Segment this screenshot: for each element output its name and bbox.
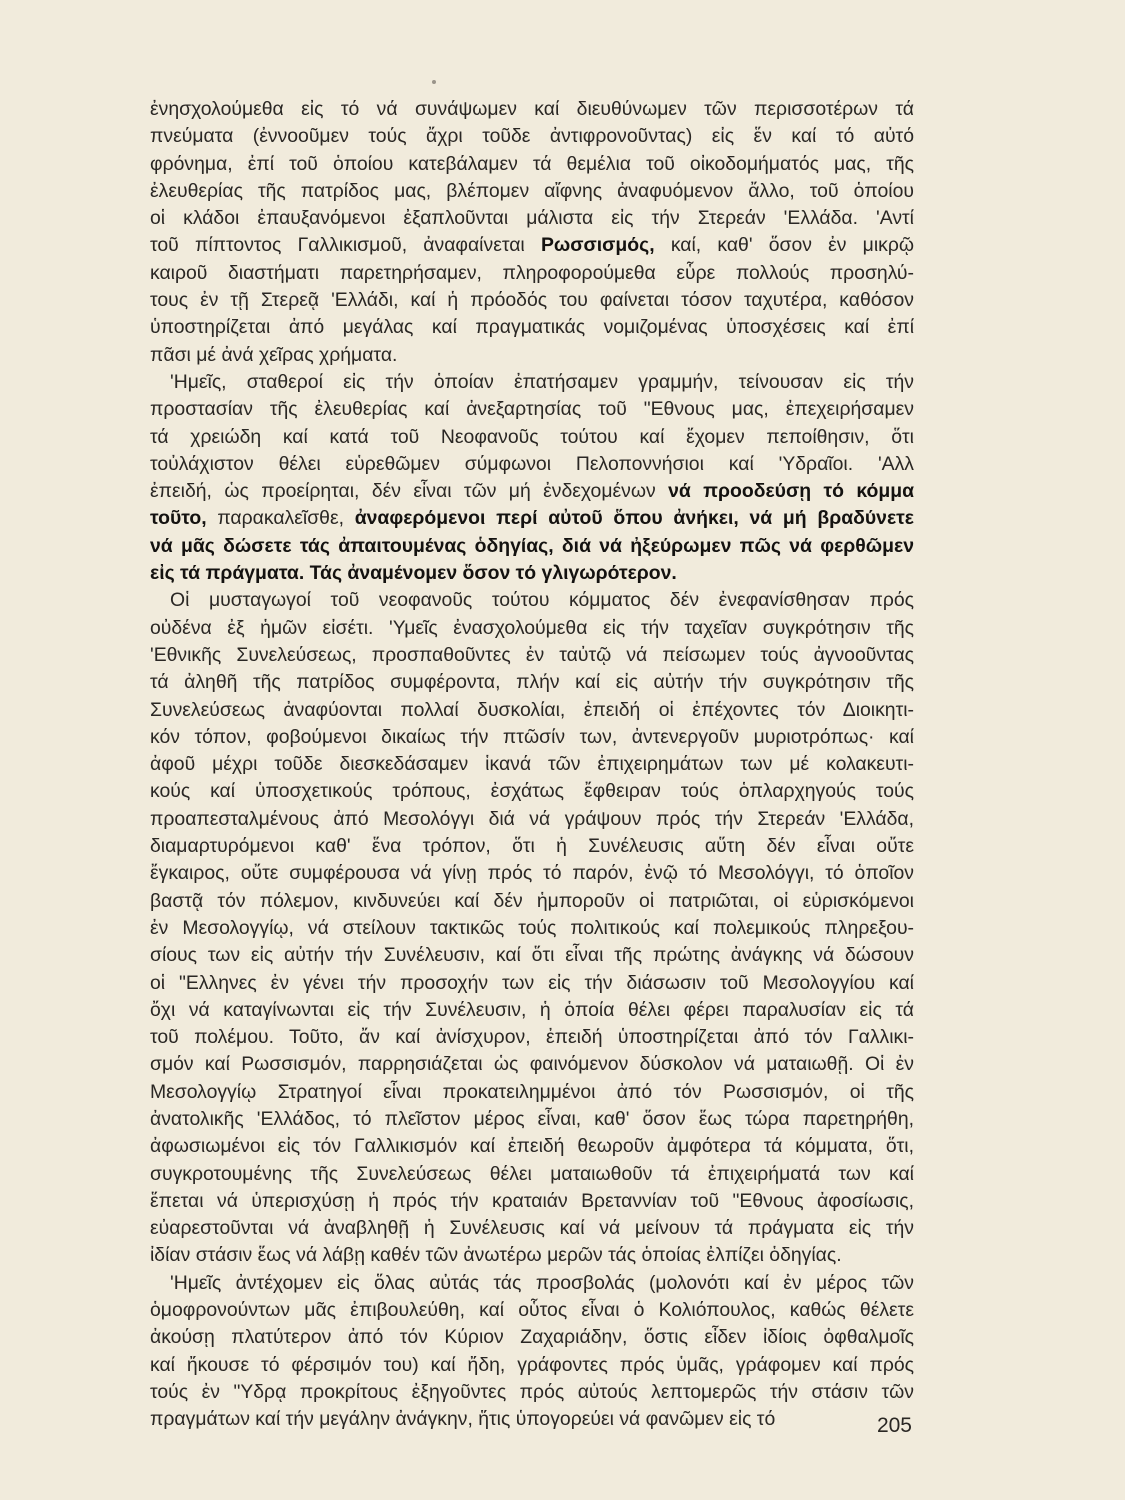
text: 'Ημεῖς ἀντέχομεν εἰς ὅλας αὐτάς τάς προσβολάς (μολονότι καί ἐν μέρος τῶν [170, 1271, 914, 1294]
paragraph [150, 587, 914, 1269]
text-line [150, 751, 914, 778]
text: 'Ημεῖς, σταθεροί εἰς τήν ὁποίαν ἐπατήσαμεν γραμμήν, τείνουσαν εἰς τήν [170, 370, 914, 393]
text-line [150, 724, 914, 751]
paragraph [150, 1270, 914, 1434]
text: εὐαρεστοῦνται νά ἀναβληθῇ ἡ Συνέλευσις καί νά μείνουν τά πράγματα εἰς τήν [150, 1217, 914, 1240]
text: ἐπειδή, ὡς προείρηται, δέν εἶναι τῶν μή ἐνδεχομένων [150, 480, 669, 503]
text-line [150, 505, 914, 532]
text: ἀνατολικῆς 'Ελλάδος, τό πλεῖστον μέρος εἶναι, καθ' ὅσον ἕως τώρα παρετηρήθη, [150, 1107, 914, 1130]
text: τοῦ πίπτοντος Γαλλικισμοῦ, ἀναφαίνεται [150, 234, 541, 257]
bold-text: τοῦτο, [150, 507, 207, 530]
text: κούς καί ὑποσχετικούς τρόπους, ἐσχάτως ἔφθειραν τούς ὁπλαρχηγούς τούς [150, 780, 914, 803]
text-line [150, 1270, 914, 1297]
text: ἀφωσιωμένοι εἰς τόν Γαλλικισμόν καί ἐπειδή θεωροῦν ἀμφότερα τά κόμματα, ὅτι, [150, 1135, 914, 1158]
text-line [150, 1379, 914, 1406]
text-line [150, 451, 914, 478]
text: ἕπεται νά ὑπερισχύσῃ ἡ πρός τήν κραταιάν Βρεταννίαν τοῦ "Εθνους ἀφοσίωσις, [150, 1189, 914, 1212]
ink-speck [432, 80, 436, 84]
text: Συνελεύσεως ἀναφύονται πολλαί δυσκολίαι, ἐπειδή οἱ ἐπέχοντες τόν Διοικητι- [150, 698, 914, 721]
text-line [150, 1133, 914, 1160]
text: κόν τόπον, φοβούμενοι δικαίως τήν πτῶσίν των, ἀντενεργοῦν μυριοτρόπως· καί [150, 725, 914, 748]
bold-text: ἀναφερόμενοι περί αὐτοῦ ὅπου ἀνήκει, νά μή βραδύνετε [354, 507, 915, 530]
paragraph [150, 369, 914, 587]
text: οὐδένα ἐξ ἡμῶν εἰσέτι. 'Υμεῖς ἐνασχολούμεθα εἰς τήν ταχεῖαν συγκρότησιν τῆς [150, 616, 914, 639]
text-line [150, 860, 914, 887]
text: τά ἀληθῆ τῆς πατρίδος συμφέροντα, πλήν καί εἰς αὐτήν τήν συγκρότησιν τῆς [150, 671, 914, 694]
text-line [150, 1297, 914, 1324]
text-line [150, 205, 914, 232]
text-line [150, 478, 914, 505]
text-line [150, 669, 914, 696]
bold-text: Ρωσσισμός, [540, 234, 655, 257]
text: συγκροτουμένης τῆς Συνελεύσεως θέλει ματαιωθοῦν τά ἐπιχειρήματά των καί [150, 1162, 914, 1185]
text: 'Εθνικῆς Συνελεύσεως, προσπαθοῦντες ἐν ταὐτῷ νά πείσωμεν τούς ἀγνοοῦντας [150, 643, 914, 666]
text: ὑποστηρίζεται ἀπό μεγάλας καί πραγματικάς νομιζομένας ὑποσχέσεις καί ἐπί [150, 316, 914, 339]
text-line [150, 997, 914, 1024]
text-line [150, 1352, 914, 1379]
text: καιροῦ διαστήματι παρετηρήσαμεν, πληροφορούμεθα εὗρε πολλούς προσηλύ- [150, 261, 914, 284]
text-line [150, 1106, 914, 1133]
text: ὁμοφρονούντων μᾶς ἐπιβουλεύθη, καί οὗτος εἶναι ὁ Κολιόπουλος, καθώς θέλετε [150, 1299, 914, 1322]
text: καί ἤκουσε τό φέρσιμόν του) καί ἤδη, γράφοντες πρός ὑμᾶς, γράφομεν καί πρός [150, 1353, 914, 1376]
text-line [150, 1324, 914, 1351]
text: ἰδίαν στάσιν ἕως νά λάβῃ καθέν τῶν ἀνωτέρω μερῶν τάς ὁποίας ἐλπίζει ὁδηγίας. [150, 1244, 842, 1267]
text: προαπεσταλμένους ἀπό Μεσολόγγι διά νά γράψουν πρός τήν Στερεάν 'Ελλάδα, [150, 807, 914, 830]
text: τους ἐν τῇ Στερεᾷ 'Ελλάδι, καί ἡ πρόοδός του φαίνεται τόσον ταχυτέρα, καθόσον [150, 289, 914, 312]
text-line [150, 287, 914, 314]
text-line [150, 642, 914, 669]
text-line [150, 342, 914, 369]
text: ἐνησχολούμεθα εἰς τό νά συνάψωμεν καί διευθύνωμεν τῶν περισσοτέρων τά [150, 98, 914, 120]
text-line [150, 260, 914, 287]
text-line [150, 888, 914, 915]
page-number: 205 [876, 1414, 912, 1437]
bold-text: εἰς τά πράγματα. Τάς ἀναμένομεν ὅσον τό γλιγωρότερον. [150, 562, 677, 585]
text: πνεύματα (ἐννοοῦμεν τούς ἄχρι τοῦδε ἀντιφρονοῦντας) εἰς ἕν καί τό αὐτό [150, 125, 914, 148]
text-line [150, 396, 914, 423]
text: Μεσολογγίῳ Στρατηγοί εἶναι προκατειλημμένοι ἀπό τόν Ρωσσισμόν, οἱ τῆς [150, 1080, 914, 1103]
text-line [150, 806, 914, 833]
text-line [150, 1406, 914, 1433]
text-line [150, 369, 914, 396]
text: ἀφοῦ μέχρι τοῦδε διεσκεδάσαμεν ἱκανά τῶν ἐπιχειρημάτων των μέ κολακευτι- [150, 753, 914, 776]
text-line [150, 615, 914, 642]
text: τοῦ πολέμου. Τοῦτο, ἄν καί ἀνίσχυρον, ἐπειδή ὑποστηρίζεται ἀπό τόν Γαλλικι- [150, 1026, 914, 1049]
text-line [150, 1242, 914, 1269]
text-line [150, 942, 914, 969]
text-line [150, 587, 914, 614]
text-line [150, 424, 914, 451]
text-line [150, 314, 914, 341]
text-line [150, 1079, 914, 1106]
text: τά χρειώδη καί κατά τοῦ Νεοφανοῦς τούτου καί ἔχομεν πεποίθησιν, ὅτι [150, 425, 914, 448]
text: πραγμάτων καί τήν μεγάλην ἀνάγκην, ἥτις ὑπογορεύει νά φανῶμεν εἰς τό [150, 1408, 776, 1431]
paragraph [150, 96, 914, 369]
body-text [150, 96, 914, 1434]
text-line [150, 533, 914, 560]
text-line [150, 178, 914, 205]
text-line [150, 1024, 914, 1051]
text: φρόνημα, ἐπί τοῦ ὁποίου κατεβάλαμεν τά θεμέλια τοῦ οἰκοδομήματός μας, τῆς [150, 152, 914, 175]
text: πᾶσι μέ ἀνά χεῖρας χρήματα. [150, 343, 398, 366]
text: Οἱ μυσταγωγοί τοῦ νεοφανοῦς τούτου κόμματος δέν ἐνεφανίσθησαν πρός [170, 589, 914, 612]
text: τούς ἐν "Υδρᾳ προκρίτους ἐξηγοῦντες πρός αὐτούς λεπτομερῶς τήν στάσιν τῶν [150, 1380, 914, 1403]
text-line [150, 1051, 914, 1078]
bold-text: νά μᾶς δώσετε τάς ἀπαιτουμένας ὁδηγίας, διά νά ἠξεύρωμεν πῶς νά φερθῶμεν [150, 534, 914, 557]
text: οἱ κλάδοι ἐπαυξανόμενοι ἐξαπλοῦνται μάλιστα εἰς τήν Στερεάν 'Ελλάδα. 'Αντί [150, 207, 914, 230]
text: προστασίαν τῆς ἐλευθερίας καί ἀνεξαρτησίας τοῦ "Εθνους μας, ἐπεχειρήσαμεν [150, 398, 914, 421]
text-line [150, 96, 914, 123]
text-line [150, 151, 914, 178]
text: οἱ "Ελληνες ἐν γένει τήν προσοχήν των εἰς τήν διάσωσιν τοῦ Μεσολογγίου καί [150, 971, 914, 994]
text-line [150, 778, 914, 805]
text: ἔγκαιρος, οὔτε συμφέρουσα νά γίνῃ πρός τό παρόν, ἐνῷ τό Μεσολόγγι, τό ὁποῖον [150, 862, 914, 885]
text: καί, καθ' ὅσον ἐν μικρῷ [654, 234, 914, 257]
text: διαμαρτυρόμενοι καθ' ἕνα τρόπον, ὅτι ἡ Συνέλευσις αὕτη δέν εἶναι οὔτε [150, 835, 914, 858]
text-line [150, 970, 914, 997]
text: σίους των εἰς αὐτήν τήν Συνέλευσιν, καί ὅτι εἶναι τῆς πρώτης ἀνάγκης νά δώσουν [150, 944, 914, 967]
text-line [150, 915, 914, 942]
text: ὄχι νά καταγίνωνται εἰς τήν Συνέλευσιν, ἡ ὁποία θέλει φέρει παραλυσίαν εἰς τά [150, 998, 914, 1021]
text: βαστᾷ τόν πόλεμον, κινδυνεύει καί δέν ἡμποροῦν οἱ πατριῶται, οἱ εὑρισκόμενοι [150, 889, 914, 912]
text-line [150, 232, 914, 259]
text: σμόν καί Ρωσσισμόν, παρρησιάζεται ὡς φαινόμενον δύσκολον νά ματαιωθῇ. Οἱ ἐν [150, 1053, 914, 1076]
text-line [150, 833, 914, 860]
text-line [150, 123, 914, 150]
text-line [150, 1161, 914, 1188]
bold-text: νά προοδεύσῃ τό κόμμα [668, 480, 914, 503]
text-line [150, 697, 914, 724]
text-line [150, 1188, 914, 1215]
text-line [150, 560, 914, 587]
text: ἀκούσῃ πλατύτερον ἀπό τόν Κύριον Ζαχαριάδην, ὅστις εἶδεν ἰδίοις ὀφθαλμοῖς [150, 1326, 914, 1349]
text: παρακαλεῖσθε, [206, 507, 355, 530]
text: τοὐλάχιστον θέλει εὑρεθῶμεν σύμφωνοι Πελοποννήσιοι καί 'Υδραῖοι. 'Αλλ [150, 452, 914, 475]
text: ἐλευθερίας τῆς πατρίδος μας, βλέπομεν αἴφνης ἀναφυόμενον ἄλλο, τοῦ ὁποίου [150, 179, 914, 202]
text: ἐν Μεσολογγίῳ, νά στείλουν τακτικῶς τούς πολιτικούς καί πολεμικούς πληρεξου- [150, 916, 914, 939]
text-line [150, 1215, 914, 1242]
